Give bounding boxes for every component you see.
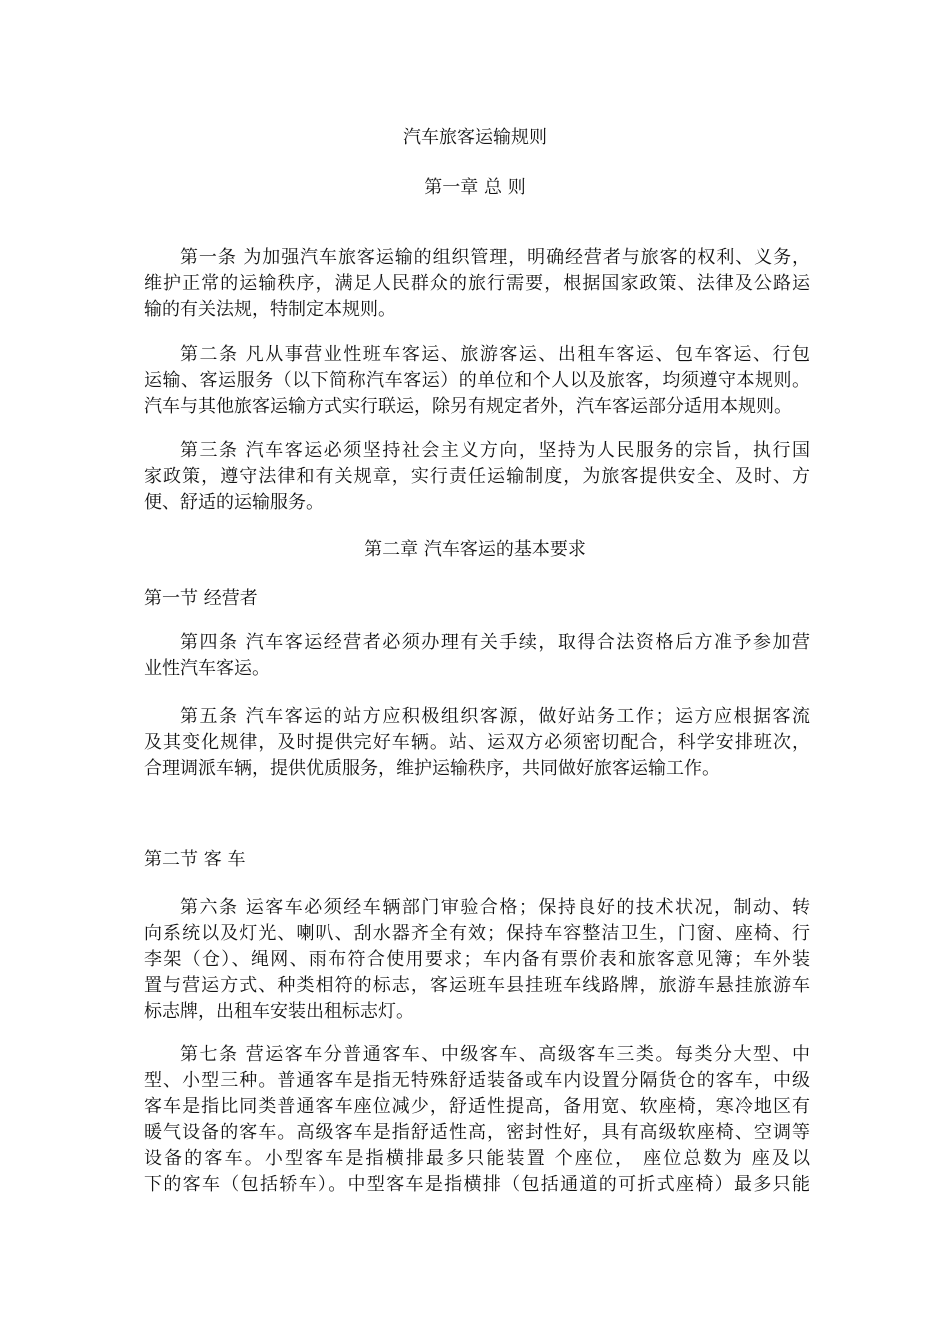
chapter-1-heading: 第一章 总 则 — [424, 177, 526, 198]
article-1-line: 输的有关法规，特制定本规则。 — [144, 299, 396, 320]
article-1 — [144, 245, 810, 323]
article-4 — [144, 630, 810, 682]
article-5-line: 第五条 汽车客运的站方应积极组织客源，做好站务工作；运方应根据客流 — [180, 706, 810, 727]
article-6-line: 标志牌，出租车安装出租标志灯。 — [144, 1001, 414, 1022]
article-3-line: 第三条 汽车客运必须坚持社会主义方向，坚持为人民服务的宗旨，执行国 — [180, 440, 810, 461]
article-7-line: 暖气设备的客车。高级客车是指舒适性高，密封性好，具有高级软座椅、空调等 — [144, 1122, 810, 1143]
article-5-line: 及其变化规律，及时提供完好车辆。站、运双方必须密切配合，科学安排班次， — [144, 732, 810, 753]
article-1-line: 维护正常的运输秩序，满足人民群众的旅行需要，根据国家政策、法律及公路运 — [144, 273, 810, 294]
article-3 — [144, 438, 810, 516]
article-2-line: 第二条 凡从事营业性班车客运、旅游客运、出租车客运、包车客运、行包 — [180, 344, 810, 365]
article-4-line: 第四条 汽车客运经营者必须办理有关手续，取得合法资格后方准予参加营 — [180, 632, 810, 653]
article-6-line: 李架（仓）、绳网、雨布符合使用要求；车内备有票价表和旅客意见簿；车外装 — [144, 949, 810, 970]
article-6-line: 向系统以及灯光、喇叭、刮水器齐全有效；保持车容整洁卫生，门窗、座椅、行 — [144, 923, 810, 944]
article-7-line: 型、小型三种。普通客车是指无特殊舒适装备或车内设置分隔货仓的客车，中级 — [144, 1070, 810, 1091]
article-5 — [144, 704, 810, 782]
article-5-line: 合理调派车辆，提供优质服务，维护运输秩序，共同做好旅客运输工作。 — [144, 758, 720, 779]
article-3-line: 家政策，遵守法律和有关规章，实行责任运输制度，为旅客提供安全、及时、方 — [144, 466, 810, 487]
document-title: 汽车旅客运输规则 — [403, 127, 547, 148]
article-2-line: 汽车与其他旅客运输方式实行联运，除另有规定者外，汽车客运部分适用本规则。 — [144, 396, 792, 417]
article-6-line: 第六条 运客车必须经车辆部门审验合格；保持良好的技术状况，制动、转 — [180, 897, 810, 918]
chapter-2-heading: 第二章 汽车客运的基本要求 — [364, 539, 586, 560]
section-1-heading: 第一节 经营者 — [144, 588, 258, 609]
article-7-line: 客车是指比同类普通客车座位减少，舒适性提高，备用宽、软座椅，寒冷地区有 — [144, 1096, 810, 1117]
article-1-line: 第一条 为加强汽车旅客运输的组织管理，明确经营者与旅客的权利、义务， — [180, 247, 810, 268]
article-4-line: 业性汽车客运。 — [144, 658, 270, 679]
article-6 — [144, 895, 810, 1025]
article-3-line: 便、舒适的运输服务。 — [144, 492, 324, 513]
article-7-line: 第七条 营运客车分普通客车、中级客车、高级客车三类。每类分大型、中 — [180, 1044, 810, 1065]
article-7 — [144, 1042, 810, 1198]
article-2 — [144, 342, 810, 420]
article-6-line: 置与营运方式、种类相符的标志，客运班车县挂班车线路牌，旅游车悬挂旅游车 — [144, 975, 810, 996]
article-7-line: 下的客车（包括轿车）。中型客车是指横排（包括通道的可折式座椅）最多只能 — [144, 1174, 810, 1195]
article-2-line: 运输、客运服务（以下简称汽车客运）的单位和个人以及旅客，均须遵守本规则。 — [144, 370, 810, 391]
section-2-heading: 第二节 客 车 — [144, 849, 246, 870]
article-7-line: 设备的客车。小型客车是指横排最多只能装置 个座位， 座位总数为 座及以 — [144, 1148, 810, 1169]
